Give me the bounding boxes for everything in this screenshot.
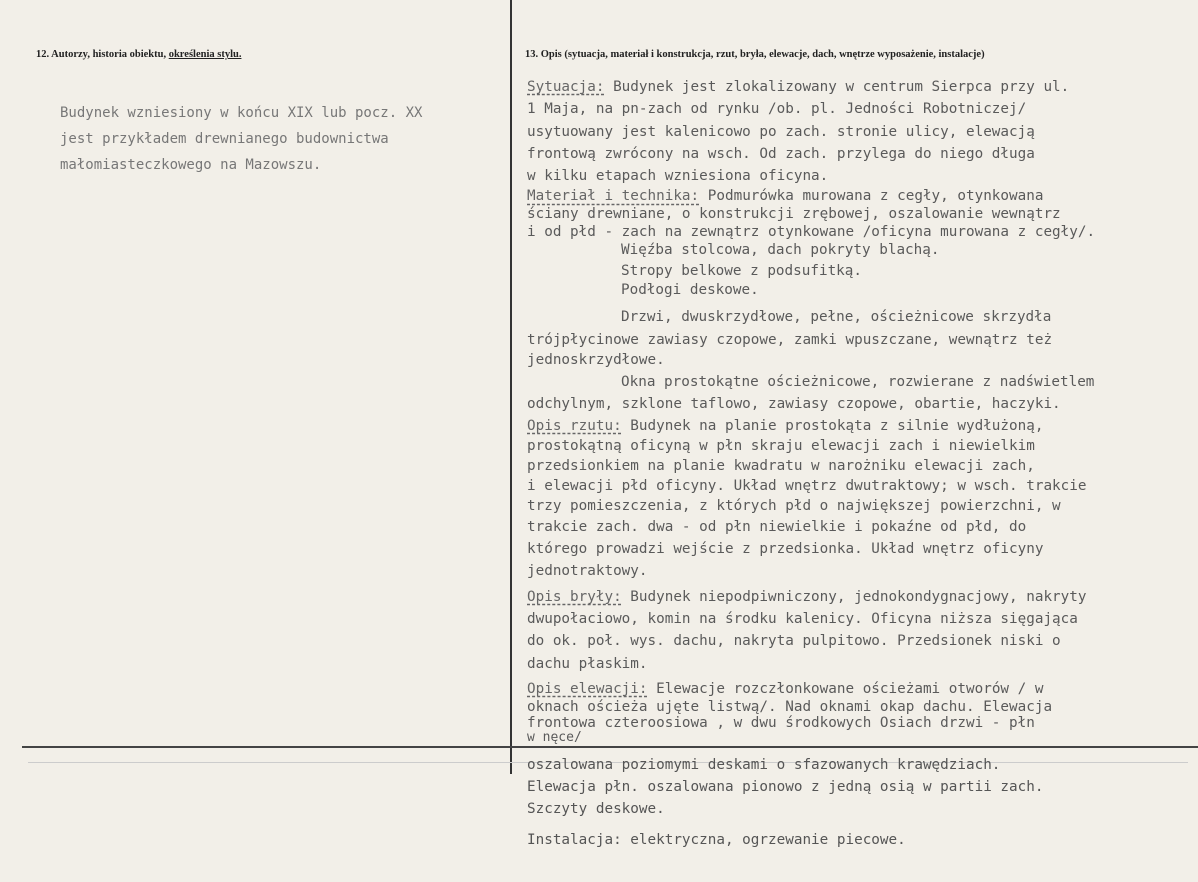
- text-line-indented: Okna prostokątne ościeżnicowe, rozwierane z nadświetlem: [621, 374, 1095, 391]
- rzut-first-line: Opis rzutu: Budynek na planie prostokąta z silnie wydłużoną,: [527, 417, 1044, 434]
- text-line: frontową zwrócony na wsch. Od zach. przylega do niego długa: [527, 145, 1035, 162]
- material-label: Materiał i technika:: [527, 188, 700, 205]
- text-line: ściany drewniane, o konstrukcji zrębowej, oszalowanie wewnątrz: [527, 206, 1061, 223]
- installation-line: Instalacja: elektryczna, ogrzewanie piecowe.: [527, 832, 906, 848]
- text-line: jednoskrzydłowe.: [527, 352, 665, 369]
- text-line: dachu płaskim.: [527, 655, 648, 672]
- left-line: jest przykładem drewnianego budownictwa: [60, 131, 389, 147]
- text-line: prostokątną oficyną w płn skraju elewacji zach i niewielkim: [527, 437, 1035, 454]
- text-line-indented: Podłogi deskowe.: [621, 282, 759, 299]
- material-first-line: Materiał i technika: Podmurówka murowana z cegły, otynkowana: [527, 188, 1044, 205]
- left-line: małomiasteczkowego na Mazowszu.: [60, 157, 322, 173]
- text-line: frontowa czteroosiowa , w dwu środkowych Osiach drzwi - płn: [527, 714, 1035, 731]
- authors-history-text: [60, 100, 505, 178]
- form-bottom-border: [22, 746, 1198, 748]
- text-line-indented: Drzwi, dwuskrzydłowe, pełne, ościeżnicowe skrzydła: [621, 309, 1052, 326]
- text-line: przedsionkiem na planie kwadratu w narożniku elewacji zach,: [527, 457, 1035, 474]
- elewacji-first-line: Opis elewacji: Elewacje rozczłonkowane ościeżami otworów / w: [527, 680, 1044, 697]
- continuation-text: [527, 754, 1043, 820]
- sytuacja-label: Sytuacja:: [527, 79, 605, 95]
- section-12-header: [36, 49, 241, 60]
- text-line: i elewacji płd oficyny. Układ wnętrz dwutraktowy; w wsch. trakcie: [527, 477, 1087, 494]
- text-line: dwupołaciowo, komin na środku kalenicy. Oficyna niższa sięgająca: [527, 610, 1078, 627]
- text-line-indented: Stropy belkowe z podsufitką.: [621, 263, 863, 280]
- elewacji-label: Opis elewacji:: [527, 680, 648, 697]
- text-line: trójpłycinowe zawiasy czopowe, zamki wpuszczane, wewnątrz też: [527, 331, 1053, 348]
- sytuacja-first-line: Sytuacja: Budynek jest zlokalizowany w centrum Sierpca przy ul.: [527, 79, 1070, 95]
- text-line: Szczyty deskowe.: [527, 801, 665, 817]
- text-line: w kilku etapach wzniesiona oficyna.: [527, 168, 829, 185]
- text-line: którego prowadzi wejście z przedsionka. Układ wnętrz oficyny: [527, 540, 1044, 557]
- text-line: oknach ościeża ujęte listwą/. Nad oknami okap dachu. Elewacja: [527, 698, 1053, 715]
- text-line: jednotraktowy.: [527, 562, 648, 579]
- rzut-label: Opis rzutu:: [527, 417, 622, 434]
- text-line: odchylnym, szklone taflowo, zawiasy czopowe, obartie, haczyki.: [527, 396, 1061, 413]
- left-line: Budynek wzniesiony w końcu XIX lub pocz. XX: [60, 105, 423, 121]
- text-line: oszalowana poziomymi deskami o sfazowanych krawędziach.: [527, 757, 1001, 773]
- text-line-indented: Więźba stolcowa, dach pokryty blachą.: [621, 242, 940, 259]
- text-line: i od płd - zach na zewnątrz otynkowane /oficyna murowana z cegły/.: [527, 224, 1096, 241]
- section-12-header-underlined: określenia stylu.: [168, 49, 242, 60]
- text-line: do ok. poł. wys. dachu, nakryta pulpitowo. Przedsionek niski o: [527, 633, 1061, 650]
- bryla-first-line: Opis bryły: Budynek niepodpiwniczony, jednokondygnacjowy, nakryty: [527, 588, 1087, 605]
- text-line: usytuowany jest kalenicowo po zach. stronie ulicy, elewacją: [527, 123, 1035, 140]
- column-divider: [510, 0, 512, 774]
- text-line: 1 Maja, na pn-zach od rynku /ob. pl. Jedności Robotniczej/: [527, 101, 1027, 118]
- section-13-header: 13. Opis (sytuacja, materiał i konstrukcja, rzut, bryła, elewacje, dach, wnętrze wyposażenie, instalacje): [525, 49, 985, 60]
- text-line: trzy pomieszczenia, z których płd o największej powierzchni, w: [527, 497, 1061, 514]
- section-12-header-prefix: 12. Autorzy, historia obiektu,: [36, 49, 169, 60]
- text-line: Elewacja płn. oszalowana pionowo z jedną osią w partii zach.: [527, 779, 1044, 795]
- bryla-label: Opis bryły:: [527, 588, 622, 605]
- description-text: [527, 76, 1192, 745]
- text-line: trakcie zach. dwa - od płn niewielkie i pokaźne od płd, do: [527, 518, 1027, 535]
- text-line: w nęce/: [527, 729, 582, 745]
